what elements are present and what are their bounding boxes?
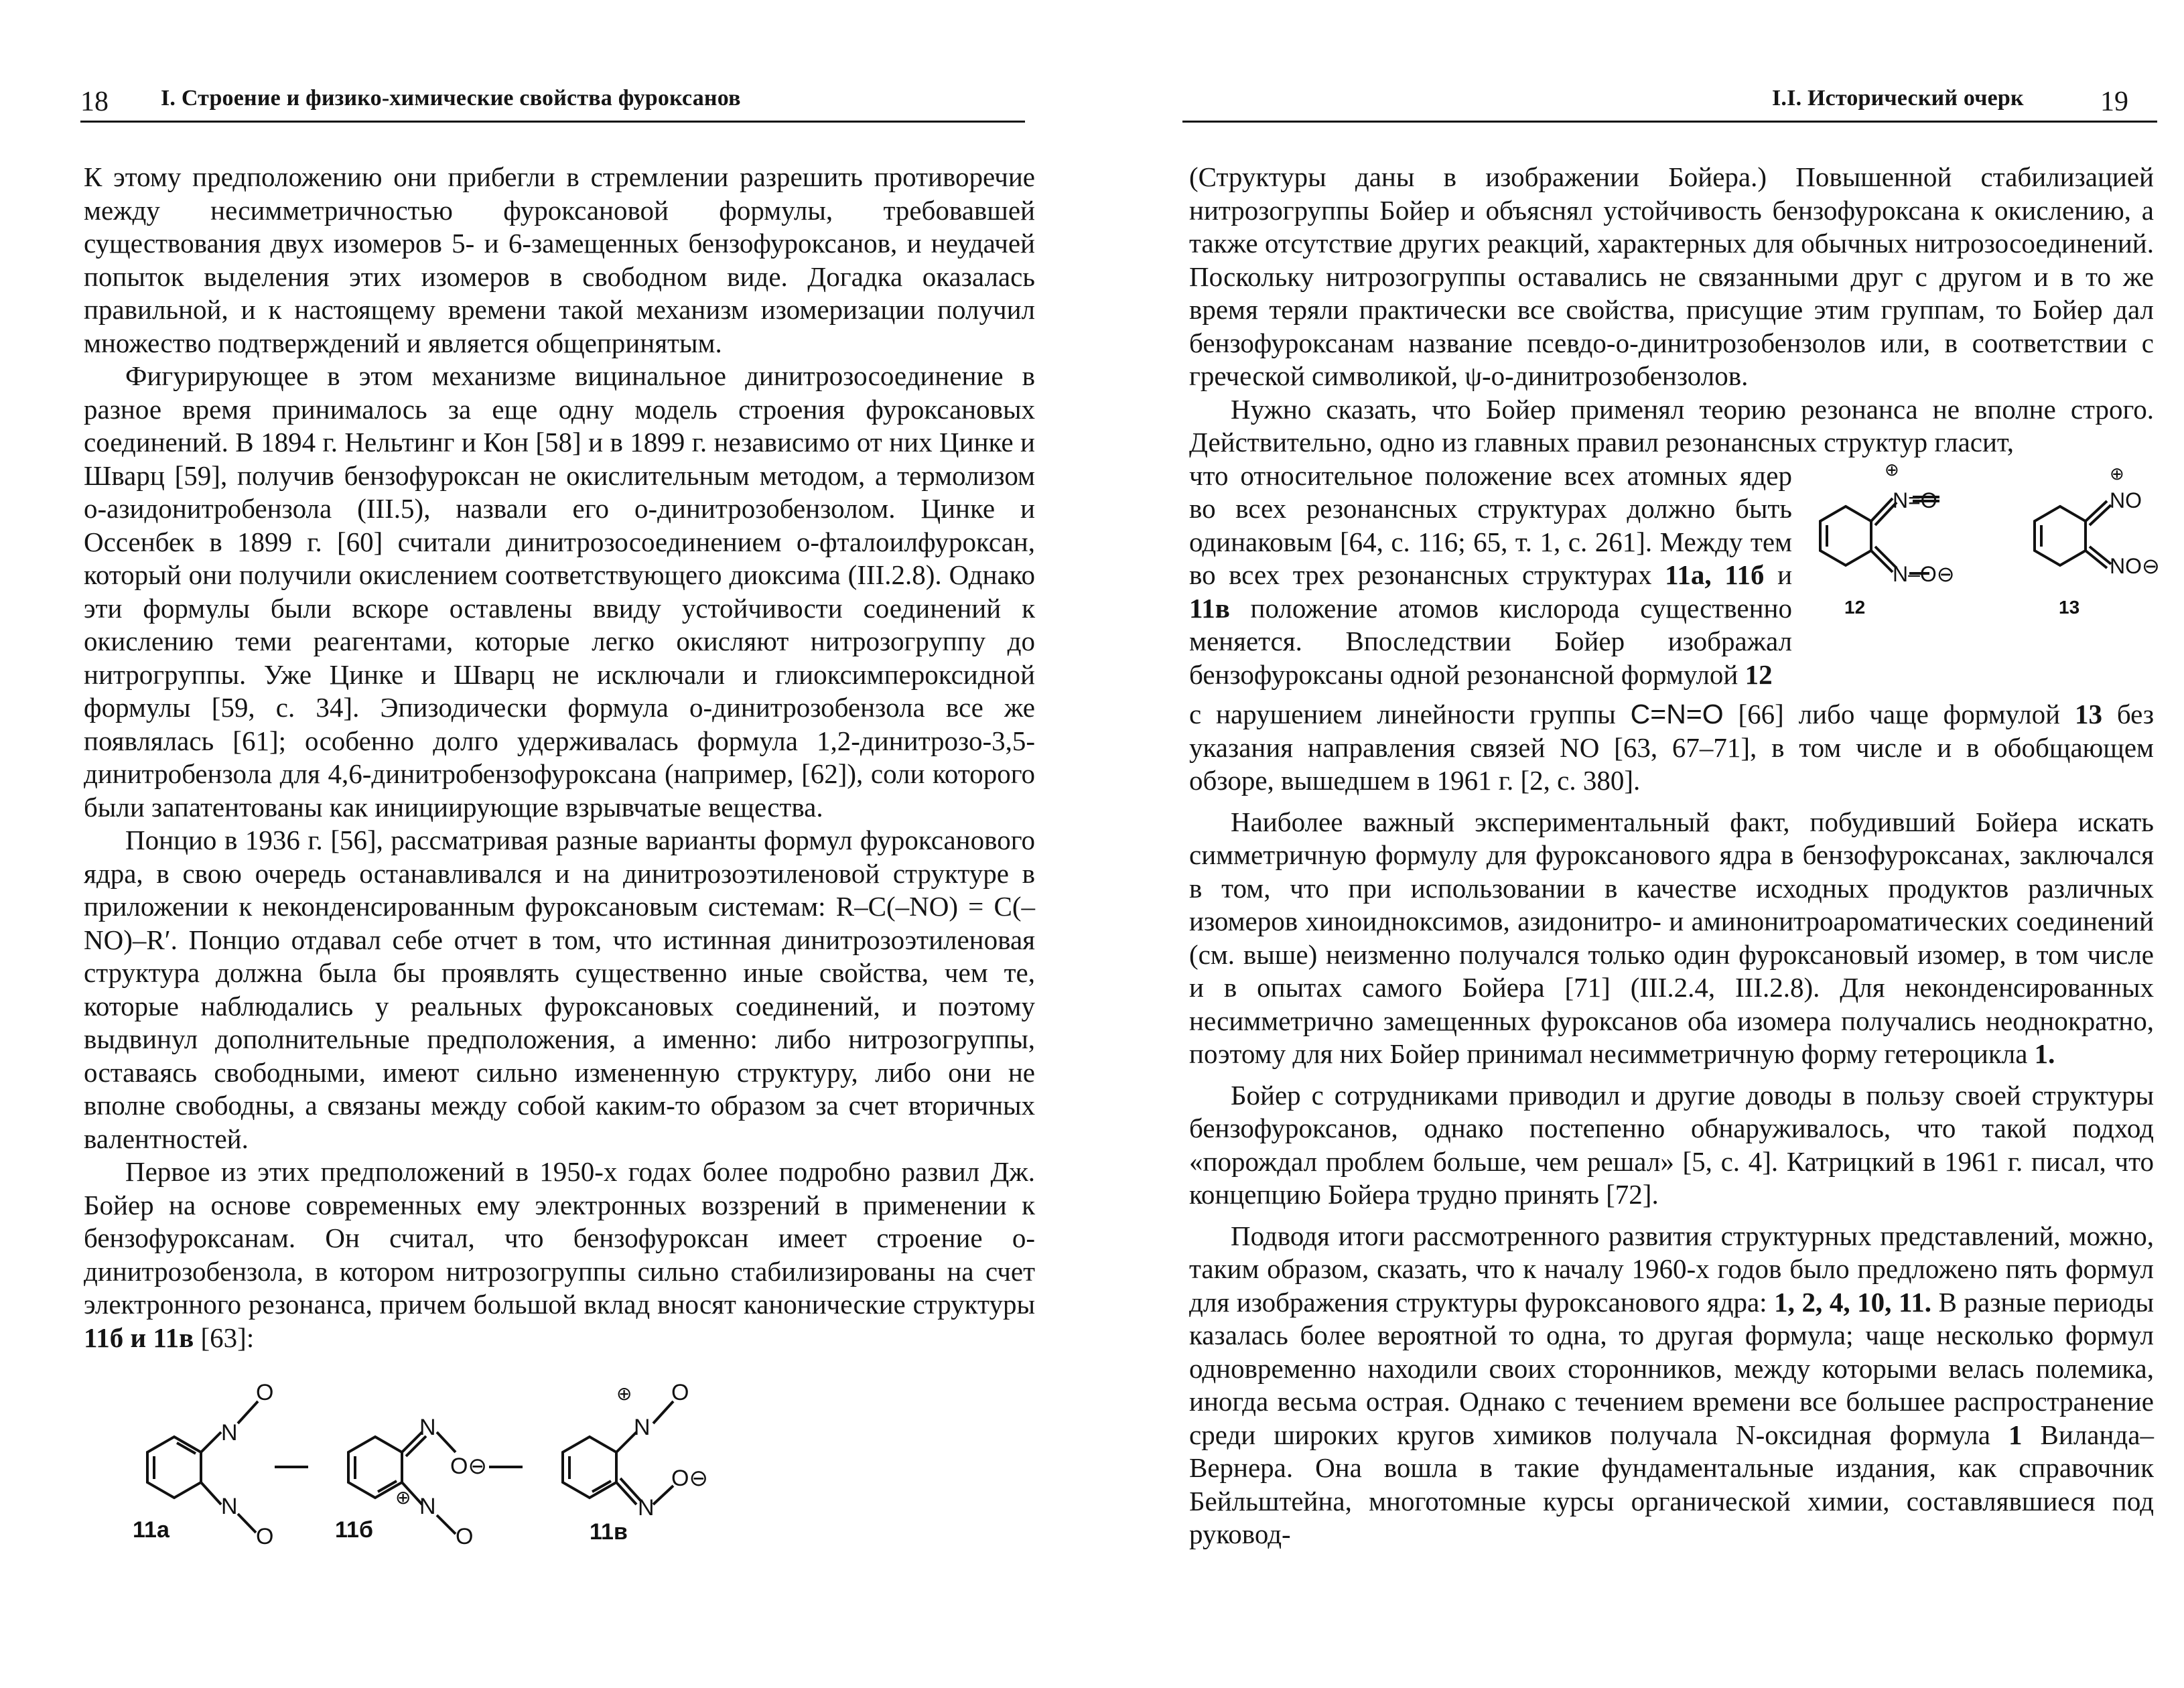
paragraph: с нарушением линейности группы C=N=O [66] либо чаще формулой 13 без указания направления связей NO [63, 67–71], в том числе и в обобщающем обзоре, вышедшем в 1961 г. [2, с. 380]. [1189, 699, 2155, 796]
running-head: I. Строение и физико-химические свойства фуроксанов [161, 86, 741, 111]
right-page [1092, 0, 2184, 1688]
atom-O: O [256, 1380, 274, 1405]
header-rule [80, 121, 1025, 123]
atom-group: N=O [1893, 488, 1937, 512]
atom-N: N [634, 1415, 651, 1440]
plus-charge: ⊕ [616, 1383, 632, 1404]
atom-N: N [638, 1495, 655, 1521]
atom-O: O [456, 1524, 474, 1549]
paragraph: Понцио в 1936 г. [56], рассматривая разные варианты формул фуроксанового ядра, в свою очередь останавливался и на динитрозоэтиленовой структуре в приложении к неконденсированным фуроксановым системам: R–C(–NO) = C(–NO)–R′. Понцио отдавал себе отчет в том, что истинная динитрозоэтиленовая структура должна была бы проявлять существенно иные свойства, чем те, которые наблюдались у реальных фуроксановых соединений, и поэтому выдвинул дополнительные предположения, а именно: либо нитрозогруппы, оставаясь свободными, имеют сильно измененную структуру, либо они не вполне свободны, а связаны между собой каким-то образом за счет вторичных валентностей. [84, 825, 1035, 1154]
atom-O-minus: O⊖ [450, 1454, 487, 1479]
structure-label: 11в [590, 1519, 628, 1545]
atom-group: NO [2110, 488, 2142, 512]
paragraph: Бойер с сотрудниками приводил и другие доводы в пользу своей структуры бензофуроксанов, однако постепенно обнаруживалось, что такой подход «порождал проблем больше, чем решал» [5, с. 4]. Катрицкий в 1961 г. писал, что концепцию Бойера трудно принять [72]. [1189, 1079, 2154, 1210]
atom-group: NO⊖ [2110, 553, 2160, 578]
atom-N: N [221, 1494, 238, 1519]
paragraph: (Структуры даны в изображении Бойера.) Повышенной стабилизацией нитрозогруппы Бойер и объяснял устойчивость бензофуроксана к окислению, а также отсутствие других реакций, характерных для обычных нитрозосоединений. Поскольку нитрозогруппы оставались не связанными друг с другом и в то же время теряли практически все свойства, присущие этим группам, то Бойер дал бензофуроксанам название псевдо-о-динитрозобензолов или, в соответствии с греческой символикой, ψ-о-динитрозобензолов. [1189, 161, 2154, 391]
atom-N: N [419, 1415, 436, 1440]
paragraph: что относительное положение всех атомных ядер во всех резонансных структурах должно быть одинаковым [64, с. 116; 65, т. 1, с. 261]. Между тем во всех трех резонансных структурах 11а, 11б и 11в положение атомов кислорода существенно меняется. Впоследствии Бойер изображал бензофуроксаны одной резонансной формулой 12 [1189, 460, 1793, 690]
page-number: 19 [2100, 86, 2128, 117]
wrap-block [1189, 459, 2160, 798]
atom-N: N [221, 1420, 238, 1446]
paragraph: Подводя итоги рассмотренного развития структурных представлений, можно, таким образом, сказать, что к началу 1960-х годов было предложено пять формул для изображения структуры фуроксанового ядра: 1, 2, 4, 10, 11. В разные периоды казалась более вероятной то одна, то другая формула; чаще несколько формул одновременно находили своих сторонников, между которыми велась полемика, иногда весьма острая. Однако с течением времени все большее распространение среди широких кругов химиков получала N-оксидная формула 1 Виланда–Вернера. Она вошла в такие фундаментальные издания, как справочник Бейльштейна, многотомные курсы органической химии, составлявшиеся под руковод- [1189, 1220, 2155, 1549]
inline-formula: C=N=O [1630, 699, 1724, 729]
atom-O: O [256, 1524, 274, 1549]
formula-float [1792, 459, 2160, 634]
structure-label: 11а [133, 1517, 169, 1543]
atom-O-minus: O⊖ [671, 1466, 708, 1491]
atom-N: N [419, 1494, 436, 1519]
structure-label: 13 [2059, 596, 2080, 618]
paragraph: Фигурирующее в этом механизме вицинальное динитрозосоединение в разное время принималось за еще одну модель строения фуроксановых соединений. В 1894 г. Нельтинг и Кон [58] и в 1899 г. независимо от них Цинке и Шварц [59], получив бензофуроксан не окислительным методом, а термолизом о-азидонитробензола (III.5), назвали его о-динитрозобензолом. Цинке и Оссенбек в 1899 г. [60] считали динитрозосоединением о-фталоилфуроксан, который они получили окислением соответствующего диоксима (III.2.8). Однако эти формулы были вскоре оставлены ввиду устойчивости соединений к окислению теми реагентами, которые легко окисляют нитрозогруппу до нитрогруппы. Уже Цинке и Шварц не исключали и глиоксимпероксидной формулы [59, с. 34]. Эпизодически формула о-динитрозобензола все же появлялась [61]; особенно долго удерживалась формула 1,2-динитрозо-3,5-динитробензола для 4,6-динитробензофуроксана (например, [62]), соли которого были запатентованы как инициирующие взрывчатые вещества. [84, 360, 1035, 823]
header-rule [1182, 121, 2157, 123]
atom-O: O [671, 1380, 689, 1405]
text-column [1189, 161, 2160, 1551]
structure-label: 12 [1844, 596, 1866, 618]
paragraph: К этому предположению они прибегли в стремлении разрешить противоречие между несимметричностью фуроксановой формулы, требовавшей существования двух изомеров 5- и 6-замещенных бензофуроксанов, и неудачей попыток выделения этих изомеров в свободном виде. Догадка оказалась правильной, и к настоящему времени такой механизм изомеризации получил множество подтверждений и является общепринятым. [84, 161, 1035, 358]
atom-group: N–O⊖ [1893, 561, 1955, 586]
structure-label: 11б [335, 1517, 373, 1543]
paragraph: Нужно сказать, что Бойер применял теорию резонанса не вполне строго. Действительно, одно из главных правил резонансных структур гласит, [1189, 393, 2154, 458]
plus-charge: ⊕ [395, 1487, 411, 1508]
formulas-12-13 [1792, 459, 2160, 634]
text-column [84, 161, 1035, 1354]
paragraph: Первое из этих предположений в 1950-х годах более подробно развил Дж. Бойер на основе современных ему электронных воззрений в применении к бензофуроксанам. Он считал, что бензофуроксан имеет строение о-динитрозобензола, в котором нитрозогруппы сильно стабилизированы на счет электронного резонанса, причем большой вклад вносят канонические структуры 11б и 11в [63]: [84, 1156, 1035, 1353]
running-head: I.I. Исторический очерк [1772, 86, 2024, 111]
page-number: 18 [80, 86, 109, 117]
plus-charge: ⊕ [1885, 459, 1899, 480]
paragraph: Наиболее важный экспериментальный факт, побудивший Бойера искать симметричную формулу для фуроксанового ядра в бензофуроксанах, заключался в том, что при использовании в качестве исходных продуктов различных изомеров хиноидноксимов, азидонитро- и аминонитроароматических соединений (см. выше) неизменно получался только один фуроксановый изомер, в том числе и в опытах самого Бойера [71] (III.2.4, III.2.8). Для неконденсированных несимметрично замещенных фуроксанов оба изомера получались неоднократно, поэтому для них Бойер принимал несимметричную форму гетероцикла 1. [1189, 806, 2154, 1069]
plus-charge: ⊕ [2110, 463, 2124, 484]
resonance-structures-11 [107, 1373, 764, 1547]
